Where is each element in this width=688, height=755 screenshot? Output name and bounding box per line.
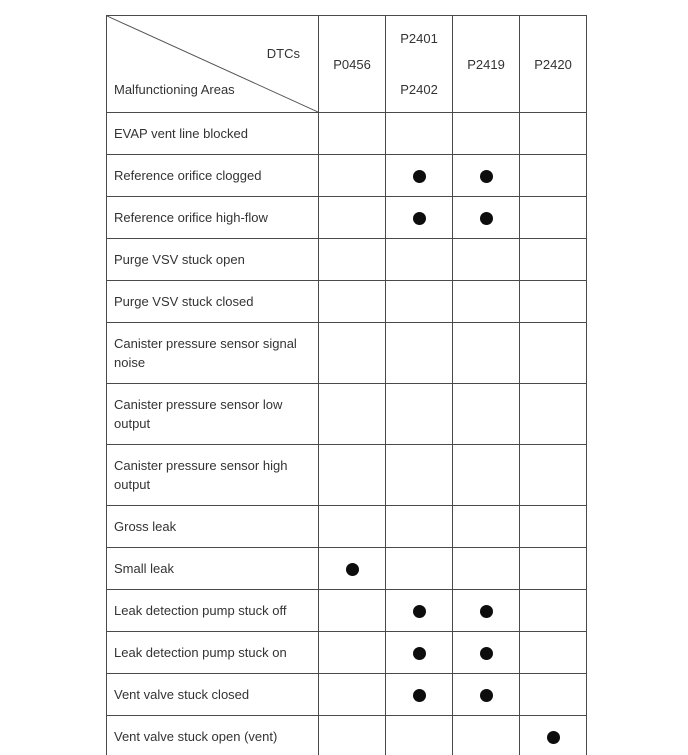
dtc-mark-cell	[319, 384, 386, 445]
dtc-mark-cell	[453, 590, 520, 632]
malfunctioning-area-cell: Leak detection pump stuck off	[107, 590, 319, 632]
dtc-mark-cell	[453, 548, 520, 590]
dtc-code-label: P2420	[534, 56, 572, 72]
corner-label-dtcs: DTCs	[266, 46, 300, 61]
dtc-mark-cell	[386, 590, 453, 632]
table-row	[107, 632, 587, 674]
dtc-mark-cell	[319, 239, 386, 281]
table-row	[107, 506, 587, 548]
dot-marker	[413, 212, 426, 225]
dtc-mark-cell	[520, 113, 587, 155]
dtc-mark-cell	[453, 155, 520, 197]
dtc-mark-cell	[386, 197, 453, 239]
corner-label-malfunctioning-areas: Malfunctioning Areas	[114, 82, 235, 97]
dtc-code-stack	[453, 57, 519, 72]
dtc-mark-cell	[386, 716, 453, 755]
dtc-mark-cell	[520, 239, 587, 281]
dtc-mark-cell	[386, 239, 453, 281]
dtc-mark-cell	[520, 674, 587, 716]
dot-marker	[547, 731, 560, 744]
dtc-mark-cell	[453, 632, 520, 674]
table-row	[107, 590, 587, 632]
malfunctioning-area-cell: Canister pressure sensor low output	[107, 384, 319, 445]
table-row	[107, 113, 587, 155]
dot-marker	[480, 605, 493, 618]
dtc-mark-cell	[453, 445, 520, 506]
dtc-mark-cell	[319, 590, 386, 632]
table-row	[107, 548, 587, 590]
column-header-p2419	[453, 16, 520, 113]
dtc-mark-cell	[520, 281, 587, 323]
dtc-mark-cell	[386, 155, 453, 197]
dtc-mark-cell	[520, 384, 587, 445]
dtc-mark-cell	[453, 239, 520, 281]
dot-marker	[413, 605, 426, 618]
dot-marker	[480, 689, 493, 702]
dtc-mark-cell	[453, 506, 520, 548]
column-header-p2401-p2402	[386, 16, 453, 113]
dtc-mark-cell	[520, 632, 587, 674]
dtc-mark-cell	[520, 506, 587, 548]
malfunctioning-area-cell: Vent valve stuck closed	[107, 674, 319, 716]
table-row	[107, 674, 587, 716]
dtc-mark-cell	[386, 674, 453, 716]
malfunctioning-area-cell: Purge VSV stuck open	[107, 239, 319, 281]
dot-marker	[480, 170, 493, 183]
dtc-mark-cell	[386, 384, 453, 445]
malfunctioning-area-cell: Gross leak	[107, 506, 319, 548]
malfunctioning-area-cell: Reference orifice high-flow	[107, 197, 319, 239]
dot-marker	[413, 689, 426, 702]
dtc-code-stack	[520, 57, 586, 72]
dtc-mark-cell	[386, 548, 453, 590]
malfunctioning-area-cell: EVAP vent line blocked	[107, 113, 319, 155]
dtc-mark-cell	[319, 323, 386, 384]
malfunctioning-area-cell: Vent valve stuck open (vent)	[107, 716, 319, 755]
dtc-mark-cell	[386, 323, 453, 384]
column-header-p2420	[520, 16, 587, 113]
dtc-mark-cell	[319, 632, 386, 674]
dtc-mark-cell	[453, 716, 520, 755]
dtc-mark-cell	[520, 590, 587, 632]
table-body	[107, 113, 587, 755]
table-row	[107, 281, 587, 323]
dtc-mark-cell	[386, 632, 453, 674]
dtc-mark-cell	[319, 674, 386, 716]
malfunctioning-area-cell: Reference orifice clogged	[107, 155, 319, 197]
dtc-mark-cell	[520, 197, 587, 239]
dtc-mark-cell	[453, 113, 520, 155]
table-row	[107, 323, 587, 384]
dtc-mark-cell	[453, 323, 520, 384]
malfunctioning-area-cell: Small leak	[107, 548, 319, 590]
dot-marker	[413, 170, 426, 183]
dtc-mark-cell	[319, 445, 386, 506]
dtc-matrix-table	[106, 15, 587, 755]
dtc-mark-cell	[386, 281, 453, 323]
dtc-mark-cell	[520, 323, 587, 384]
dtc-code-label: P2401	[400, 31, 438, 46]
dtc-mark-cell	[386, 113, 453, 155]
dot-marker	[480, 212, 493, 225]
dtc-mark-cell	[386, 445, 453, 506]
dtc-mark-cell	[319, 506, 386, 548]
malfunctioning-area-cell: Purge VSV stuck closed	[107, 281, 319, 323]
dtc-mark-cell	[319, 281, 386, 323]
dtc-mark-cell	[453, 197, 520, 239]
dtc-mark-cell	[319, 113, 386, 155]
table-row	[107, 155, 587, 197]
corner-cell	[107, 16, 319, 113]
dtc-mark-cell	[520, 548, 587, 590]
dot-marker	[413, 647, 426, 660]
dot-marker	[480, 647, 493, 660]
dtc-mark-cell	[319, 155, 386, 197]
dtc-code-stack	[319, 57, 385, 72]
dtc-mark-cell	[319, 548, 386, 590]
malfunctioning-area-cell: Canister pressure sensor signal noise	[107, 323, 319, 384]
table-row	[107, 384, 587, 445]
dtc-mark-cell	[453, 674, 520, 716]
dtc-mark-cell	[520, 445, 587, 506]
table-row	[107, 445, 587, 506]
dtc-code-stack	[386, 31, 452, 97]
header-row	[107, 16, 587, 113]
dtc-code-label: P0456	[333, 56, 371, 72]
dtc-mark-cell	[386, 506, 453, 548]
dtc-mark-cell	[319, 716, 386, 755]
diagonal-divider-line	[107, 16, 318, 112]
dtc-code-label: P2402	[400, 82, 438, 97]
table-row	[107, 716, 587, 755]
dot-marker	[346, 563, 359, 576]
malfunctioning-area-cell: Canister pressure sensor high output	[107, 445, 319, 506]
malfunctioning-area-cell: Leak detection pump stuck on	[107, 632, 319, 674]
dtc-mark-cell	[319, 197, 386, 239]
dtc-mark-cell	[520, 155, 587, 197]
table-row	[107, 197, 587, 239]
dtc-mark-cell	[453, 281, 520, 323]
dtc-code-label: P2419	[467, 56, 505, 72]
dtc-mark-cell	[453, 384, 520, 445]
column-header-p0456	[319, 16, 386, 113]
dtc-mark-cell	[520, 716, 587, 755]
table-row	[107, 239, 587, 281]
